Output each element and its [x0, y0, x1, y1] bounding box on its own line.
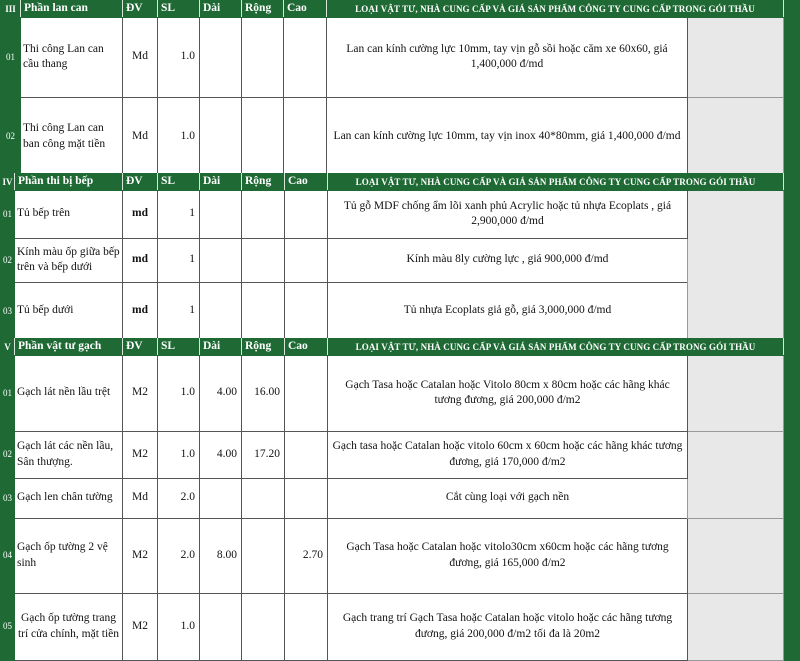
height [284, 17, 327, 97]
width [242, 17, 284, 97]
table-row [1, 238, 784, 282]
table-row [1, 97, 784, 176]
quantity: 1.0 [158, 97, 200, 176]
description: Tủ gỗ MDF chống ẩm lõi xanh phủ Acrylic hoặc tủ nhựa Ecoplats , giá 2,900,000 đ/md [328, 190, 688, 238]
section-header [1, 174, 784, 191]
item-name: Gạch lát nền lầu trệt [15, 355, 123, 431]
width [242, 282, 285, 340]
width [242, 593, 285, 660]
unit: md [123, 190, 158, 238]
col-dv: ĐV [123, 1, 158, 18]
section-number: III [1, 1, 21, 18]
description: Gạch tasa hoặc Catalan hoặc vitolo 60cm x 60cm hoặc các hãng khác tương đương, giá 170,000 đ/m2 [328, 431, 688, 478]
unit: md [123, 282, 158, 340]
col-cao: Cao [285, 174, 328, 191]
length: 4.00 [200, 431, 242, 478]
quantity: 1 [158, 238, 200, 282]
col-desc: LOẠI VẬT TƯ, NHÀ CUNG CẤP VÀ GIÁ SẢN PHẨM CÔNG TY CUNG CẤP TRONG GÓI THẦU [328, 174, 784, 191]
description: Lan can kính cường lực 10mm, tay vịn inox 40*80mm, giá 1,400,000 đ/md [327, 97, 688, 176]
description: Gạch Tasa hoặc Catalan hoặc vitolo30cm x60cm hoặc các hãng tương đương, giá 165,000 đ/m2 [328, 518, 688, 593]
decorative-tile-image [688, 593, 784, 660]
col-sl: SL [158, 1, 200, 18]
row-number: 05 [1, 593, 15, 660]
col-cao: Cao [285, 339, 328, 356]
row-number: 03 [1, 282, 15, 340]
unit: M2 [123, 355, 158, 431]
length [200, 17, 242, 97]
section-bep [0, 173, 783, 341]
unit: Md [123, 97, 158, 176]
col-rong: Rộng [242, 339, 285, 356]
row-number: 02 [1, 97, 21, 176]
row-number: 04 [1, 518, 15, 593]
table-row [1, 190, 784, 238]
col-desc: LOẠI VẬT TƯ, NHÀ CUNG CẤP VÀ GIÁ SẢN PHẨM CÔNG TY CUNG CẤP TRONG GÓI THẦU [328, 339, 784, 356]
length [200, 190, 242, 238]
section-gach [0, 338, 783, 661]
col-sl: SL [158, 339, 200, 356]
quantity: 2.0 [158, 518, 200, 593]
width [242, 190, 285, 238]
right-green-margin [783, 0, 800, 657]
quantity: 1.0 [158, 593, 200, 660]
section-header [1, 339, 784, 356]
length: 8.00 [200, 518, 242, 593]
item-name: Gạch ốp tường trang trí cửa chính, mặt tiền [15, 593, 123, 660]
row-number: 02 [1, 238, 15, 282]
kitchen-cabinet-image [688, 190, 784, 340]
table-row [1, 355, 784, 431]
unit: md [123, 238, 158, 282]
col-dai: Dài [200, 174, 242, 191]
quantity: 1.0 [158, 355, 200, 431]
width [242, 518, 285, 593]
table-row [1, 593, 784, 660]
balcony-railing-image [688, 97, 784, 176]
height [285, 431, 328, 478]
item-name: Thi công Lan can cầu thang [21, 17, 123, 97]
height [285, 282, 328, 340]
table-row [1, 282, 784, 340]
height: 2.70 [285, 518, 328, 593]
col-rong: Rộng [242, 1, 284, 18]
quantity: 1.0 [158, 431, 200, 478]
length [200, 238, 242, 282]
width [242, 238, 285, 282]
height [284, 97, 327, 176]
item-name: Gạch lát các nền lầu, Sân thượng. [15, 431, 123, 478]
staircase-railing-image [688, 17, 784, 97]
quantity: 2.0 [158, 478, 200, 518]
item-name: Gạch ốp tường 2 vệ sinh [15, 518, 123, 593]
height [285, 355, 328, 431]
item-name: Thi công Lan can ban công mặt tiền [21, 97, 123, 176]
unit: M2 [123, 431, 158, 478]
section-title: Phần lan can [21, 1, 123, 18]
marble-tile-image [688, 431, 784, 518]
height [285, 593, 328, 660]
col-desc: LOẠI VẬT TƯ, NHÀ CUNG CẤP VÀ GIÁ SẢN PHẨM CÔNG TY CUNG CẤP TRONG GÓI THẦU [327, 1, 784, 18]
description: Gạch Tasa hoặc Catalan hoặc Vitolo 80cm x 80cm hoặc các hãng khác tương đương, giá 200,000 đ/m2 [328, 355, 688, 431]
quantity: 1 [158, 282, 200, 340]
table-row [1, 17, 784, 97]
length [200, 97, 242, 176]
col-dv: ĐV [123, 174, 158, 191]
wall-tile-image [688, 518, 784, 593]
description: Kính màu 8ly cường lực , giá 900,000 đ/md [328, 238, 688, 282]
section-lan-can [0, 0, 783, 177]
col-cao: Cao [284, 1, 327, 18]
unit: M2 [123, 518, 158, 593]
section-title: Phần vật tư gạch [15, 339, 123, 356]
col-dai: Dài [200, 339, 242, 356]
col-dai: Dài [200, 1, 242, 18]
description: Cắt cùng loại với gạch nền [328, 478, 688, 518]
row-number: 01 [1, 190, 15, 238]
quantity: 1 [158, 190, 200, 238]
width [242, 97, 284, 176]
table-row [1, 518, 784, 593]
item-name: Tủ bếp trên [15, 190, 123, 238]
length [200, 478, 242, 518]
section-title: Phần thi bị bếp [15, 174, 123, 191]
section-number: IV [1, 174, 15, 191]
table-row [1, 478, 784, 518]
unit: M2 [123, 593, 158, 660]
item-name: Tủ bếp dưới [15, 282, 123, 340]
unit: Md [123, 478, 158, 518]
marble-tile-image [688, 355, 784, 431]
row-number: 01 [1, 17, 21, 97]
row-number: 01 [1, 355, 15, 431]
width [242, 478, 285, 518]
length [200, 282, 242, 340]
width: 16.00 [242, 355, 285, 431]
unit: Md [123, 17, 158, 97]
col-dv: ĐV [123, 339, 158, 356]
description: Gạch trang trí Gạch Tasa hoặc Catalan hoặc vitolo hoặc các hãng tương đương, giá 200,000 đ/m2 tối đa là 20m2 [328, 593, 688, 660]
row-number: 03 [1, 478, 15, 518]
height [285, 190, 328, 238]
length: 4.00 [200, 355, 242, 431]
description: Tủ nhựa Ecoplats giả gỗ, giá 3,000,000 đ/md [328, 282, 688, 340]
table-row [1, 431, 784, 478]
length [200, 593, 242, 660]
height [285, 478, 328, 518]
description: Lan can kính cường lực 10mm, tay vịn gỗ sồi hoặc căm xe 60x60, giá 1,400,000 đ/md [327, 17, 688, 97]
height [285, 238, 328, 282]
row-number: 02 [1, 431, 15, 478]
section-number: V [1, 339, 15, 356]
item-name: Gạch len chân tường [15, 478, 123, 518]
quantity: 1.0 [158, 17, 200, 97]
item-name: Kính màu ốp giữa bếp trên và bếp dưới [15, 238, 123, 282]
section-header [1, 1, 784, 18]
col-sl: SL [158, 174, 200, 191]
col-rong: Rộng [242, 174, 285, 191]
width: 17.20 [242, 431, 285, 478]
